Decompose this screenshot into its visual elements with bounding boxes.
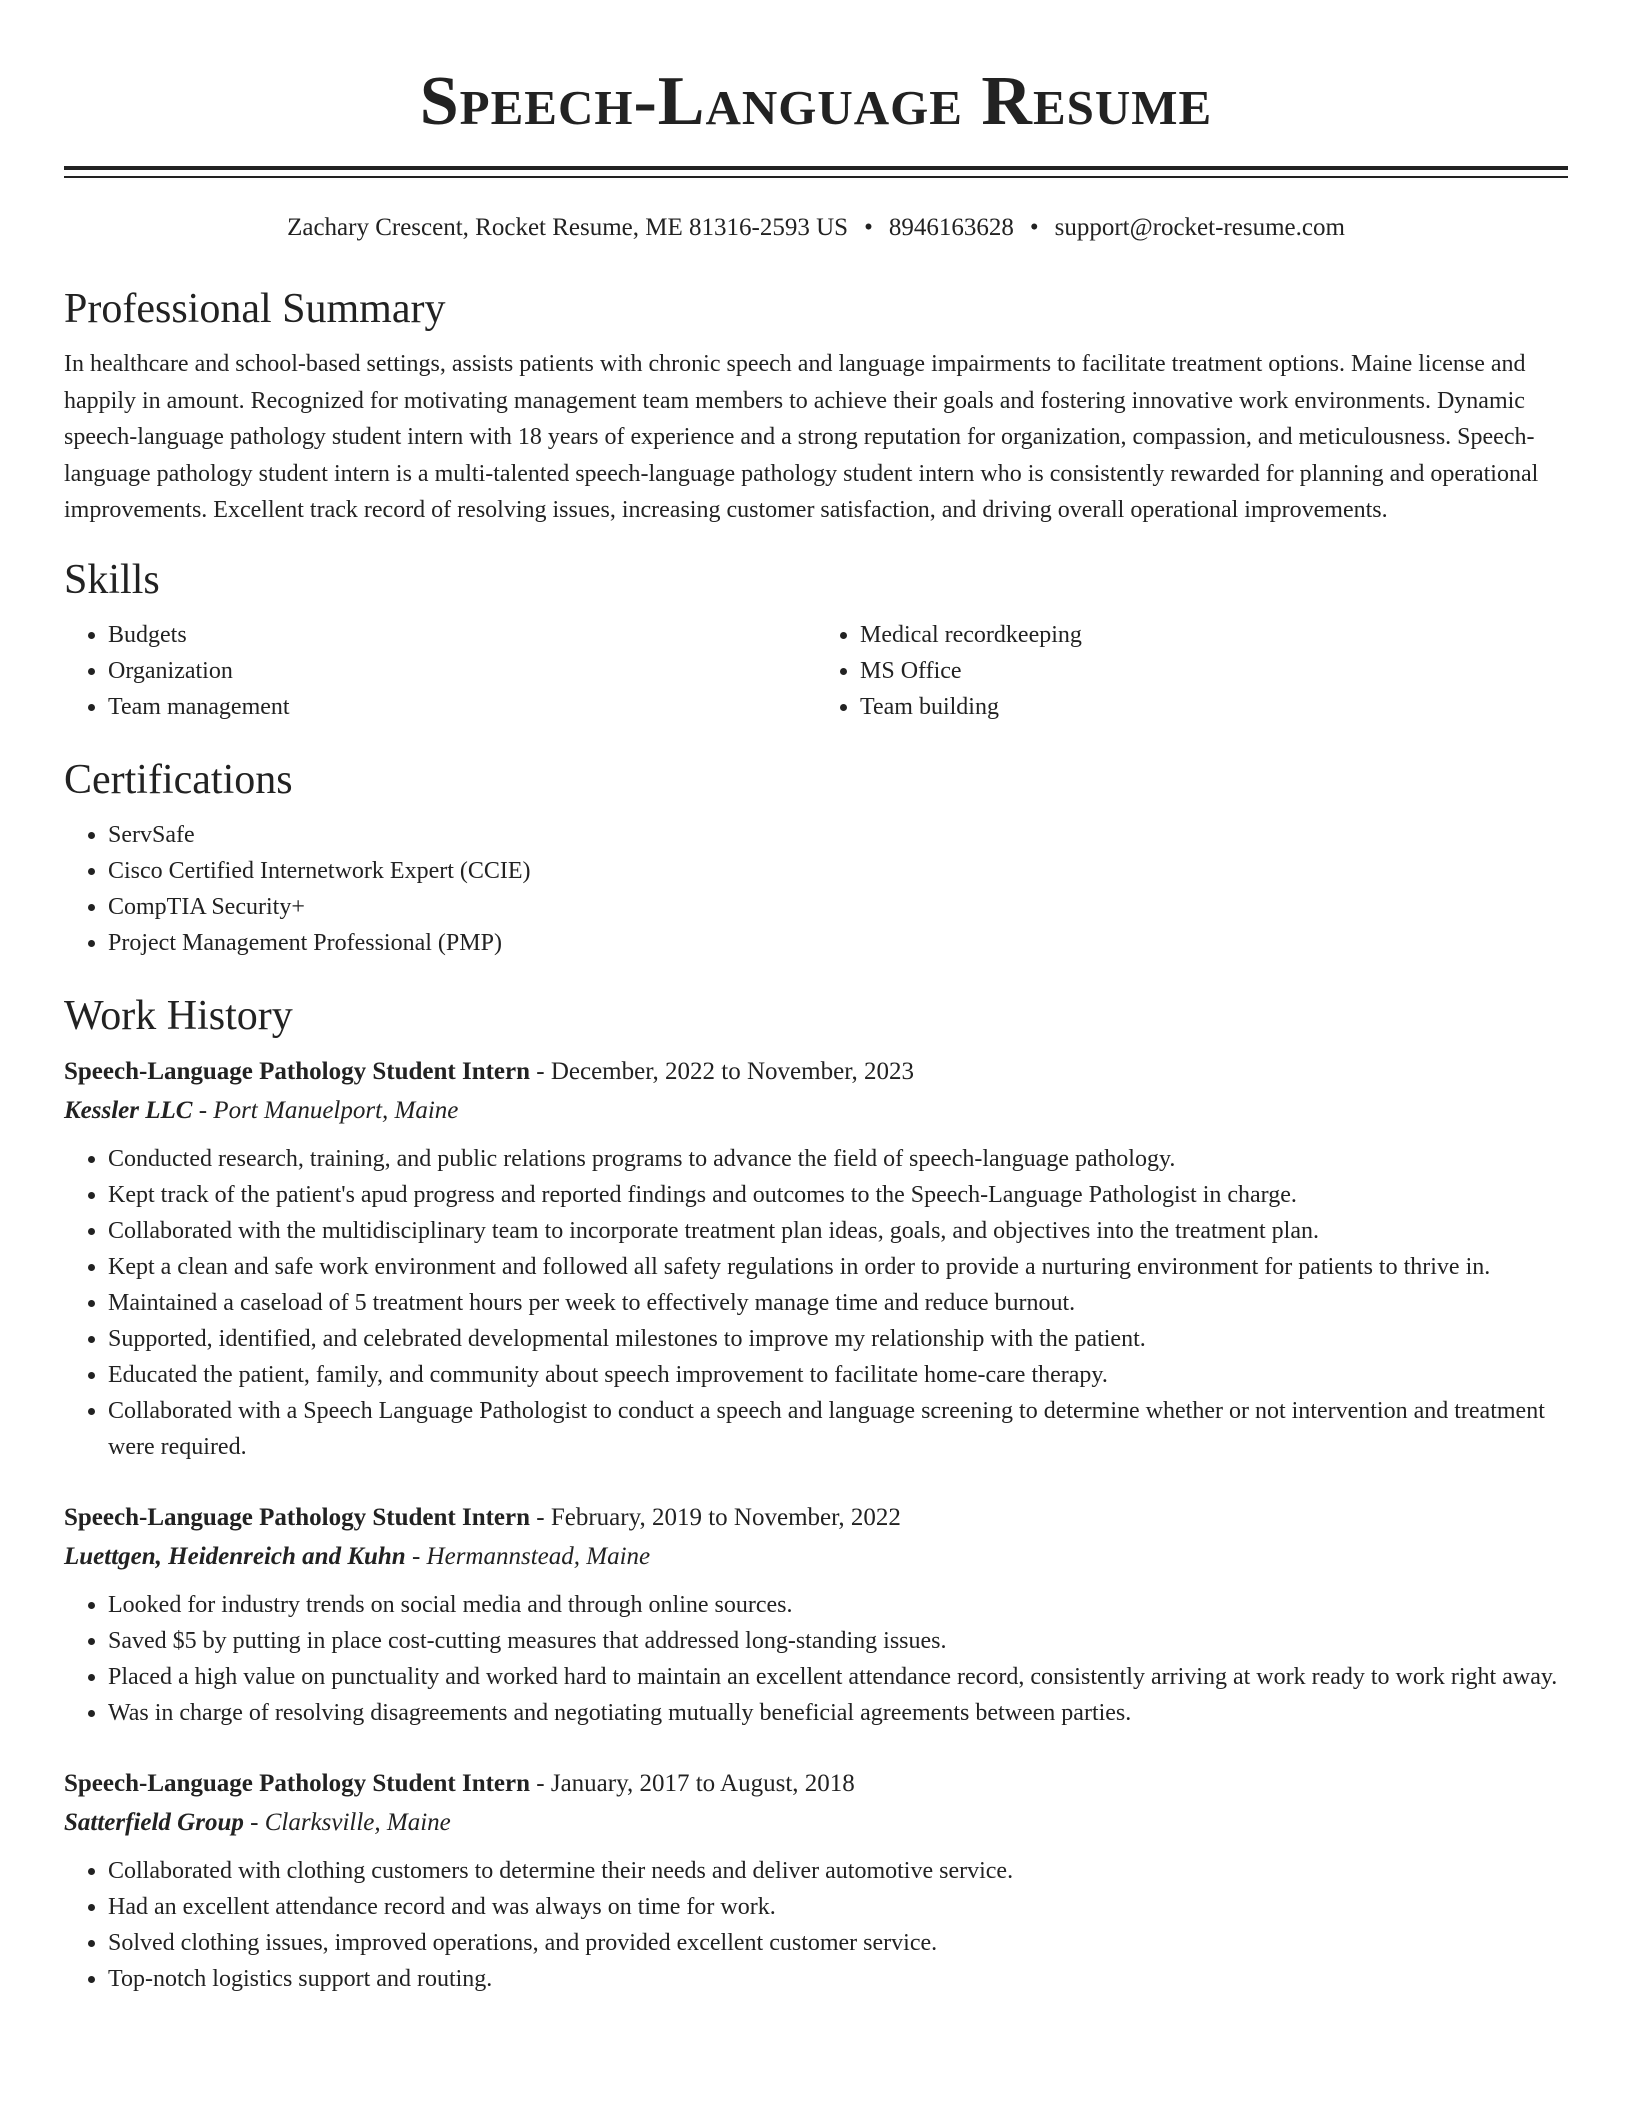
job-employer: [64, 1803, 1568, 1843]
certification-item: • Cisco Certified Internetwork Expert (CCIE): [108, 853, 1568, 889]
certification-item: • ServSafe: [108, 817, 1568, 853]
certifications-list: [64, 817, 1568, 961]
job-dates: December, 2022 to November, 2023: [550, 1057, 915, 1085]
summary-text: In healthcare and school-based settings, assists patients with chronic speech and language impairments to facilitate treatment options. Maine license and happily in amount. Recognized for motivating management team members to achieve their goals and fostering innovative work environments. Dynamic speech-language pathology student intern with 18 years of experience and a strong reputation for organization, compassion, and meticulousness. Speech-language pathology student intern is a multi-talented speech-language pathology student intern who is consistently rewarded for planning and operational improvements. Excellent track record of resolving issues, increasing customer satisfaction, and driving overall operational improvements.: [64, 351, 1539, 524]
contact-phone: 8946163628: [888, 214, 1014, 241]
job-dash: -: [530, 1503, 551, 1531]
job-bullet: • Was in charge of resolving disagreements and negotiating mutually beneficial agreements between parties.: [108, 1695, 1568, 1731]
certification-item: • Project Management Professional (PMP): [108, 925, 1568, 961]
resume-title: Speech-Language Resume: [419, 63, 1213, 140]
job-bullet: • Collaborated with clothing customers to determine their needs and deliver automotive service.: [108, 1853, 1568, 1889]
skills-list-left: [64, 617, 816, 725]
certification-item: • CompTIA Security+: [108, 889, 1568, 925]
skill-item: • MS Office: [860, 653, 1568, 689]
job-dash: -: [530, 1057, 551, 1085]
job-dash: -: [530, 1769, 551, 1797]
job-bullet: • Collaborated with a Speech Language Pathologist to conduct a speech and language screening to determine whether or not intervention and treatment were required.: [108, 1393, 1568, 1465]
job-entry: [64, 1765, 1568, 1997]
skill-item: • Team management: [108, 689, 816, 725]
certifications-heading: Certifications: [64, 756, 293, 803]
job-title: Speech-Language Pathology Student Intern: [64, 1057, 531, 1085]
work-history-heading: Work History: [64, 992, 293, 1039]
job-bullet: • Kept track of the patient's apud progress and reported findings and outcomes to the Speech-Language Pathologist in charge.: [108, 1177, 1568, 1213]
skills-list-right: [816, 617, 1568, 725]
job-bullets: [64, 1587, 1568, 1731]
job-bullet: • Saved $5 by putting in place cost-cutting measures that addressed long-standing issues.: [108, 1623, 1568, 1659]
contact-email: support@rocket-resume.com: [1054, 214, 1345, 241]
job-dash: -: [405, 1542, 427, 1570]
job-dash: -: [243, 1808, 265, 1836]
job-entry: [64, 1499, 1568, 1731]
skills-heading: Skills: [64, 556, 160, 603]
skill-item: • Budgets: [108, 617, 816, 653]
contact-line: [64, 212, 1568, 244]
job-company: Satterfield Group: [64, 1808, 244, 1836]
job-company: Kessler LLC: [64, 1096, 193, 1124]
job-bullet: • Maintained a caseload of 5 treatment hours per week to effectively manage time and reduce burnout.: [108, 1285, 1568, 1321]
skill-item: • Team building: [860, 689, 1568, 725]
job-bullet: • Solved clothing issues, improved operations, and provided excellent customer service.: [108, 1925, 1568, 1961]
job-company: Luettgen, Heidenreich and Kuhn: [64, 1542, 406, 1570]
job-employer: [64, 1091, 1568, 1131]
job-entry: [64, 1053, 1568, 1465]
job-bullet: • Educated the patient, family, and community about speech improvement to facilitate home-care therapy.: [108, 1357, 1568, 1393]
job-bullet: • Had an excellent attendance record and was always on time for work.: [108, 1889, 1568, 1925]
title-divider-thick: [64, 166, 1568, 170]
job-header: [64, 1765, 1568, 1803]
job-bullet: • Collaborated with the multidisciplinary team to incorporate treatment plan ideas, goals, and objectives into the treatment plan.: [108, 1213, 1568, 1249]
job-bullets: [64, 1853, 1568, 1997]
contact-separator: •: [864, 214, 873, 241]
skill-item: • Medical recordkeeping: [860, 617, 1568, 653]
job-bullet: • Placed a high value on punctuality and worked hard to maintain an excellent attendance record, consistently arriving at work ready to work right away.: [108, 1659, 1568, 1695]
job-location: Hermannstead, Maine: [426, 1542, 651, 1570]
job-header: [64, 1499, 1568, 1537]
job-bullets: [64, 1141, 1568, 1465]
job-employer: [64, 1537, 1568, 1577]
job-dates: February, 2019 to November, 2022: [550, 1503, 901, 1531]
job-dash: -: [192, 1096, 214, 1124]
job-bullet: • Conducted research, training, and public relations programs to advance the field of speech-language pathology.: [108, 1141, 1568, 1177]
job-location: Port Manuelport, Maine: [213, 1096, 459, 1124]
job-bullet: • Looked for industry trends on social media and through online sources.: [108, 1587, 1568, 1623]
resume-content: [64, 0, 1568, 1997]
job-location: Clarksville, Maine: [264, 1808, 451, 1836]
title-divider-thin: [64, 176, 1568, 178]
job-bullet: • Top-notch logistics support and routing.: [108, 1961, 1568, 1997]
contact-separator: •: [1029, 214, 1039, 241]
job-bullet: • Supported, identified, and celebrated developmental milestones to improve my relationship with the patient.: [108, 1321, 1568, 1357]
skills-grid: [64, 617, 1568, 725]
job-header: [64, 1053, 1568, 1091]
job-bullet: • Kept a clean and safe work environment and followed all safety regulations in order to provide a nurturing environment for patients to thrive in.: [108, 1249, 1568, 1285]
job-title: Speech-Language Pathology Student Intern: [64, 1503, 531, 1531]
job-title: Speech-Language Pathology Student Intern: [64, 1769, 531, 1797]
summary-heading: Professional Summary: [64, 286, 446, 332]
contact-address: Zachary Crescent, Rocket Resume, ME 81316-2593 US: [287, 214, 849, 241]
skill-item: • Organization: [108, 653, 816, 689]
job-dates: January, 2017 to August, 2018: [550, 1769, 855, 1797]
